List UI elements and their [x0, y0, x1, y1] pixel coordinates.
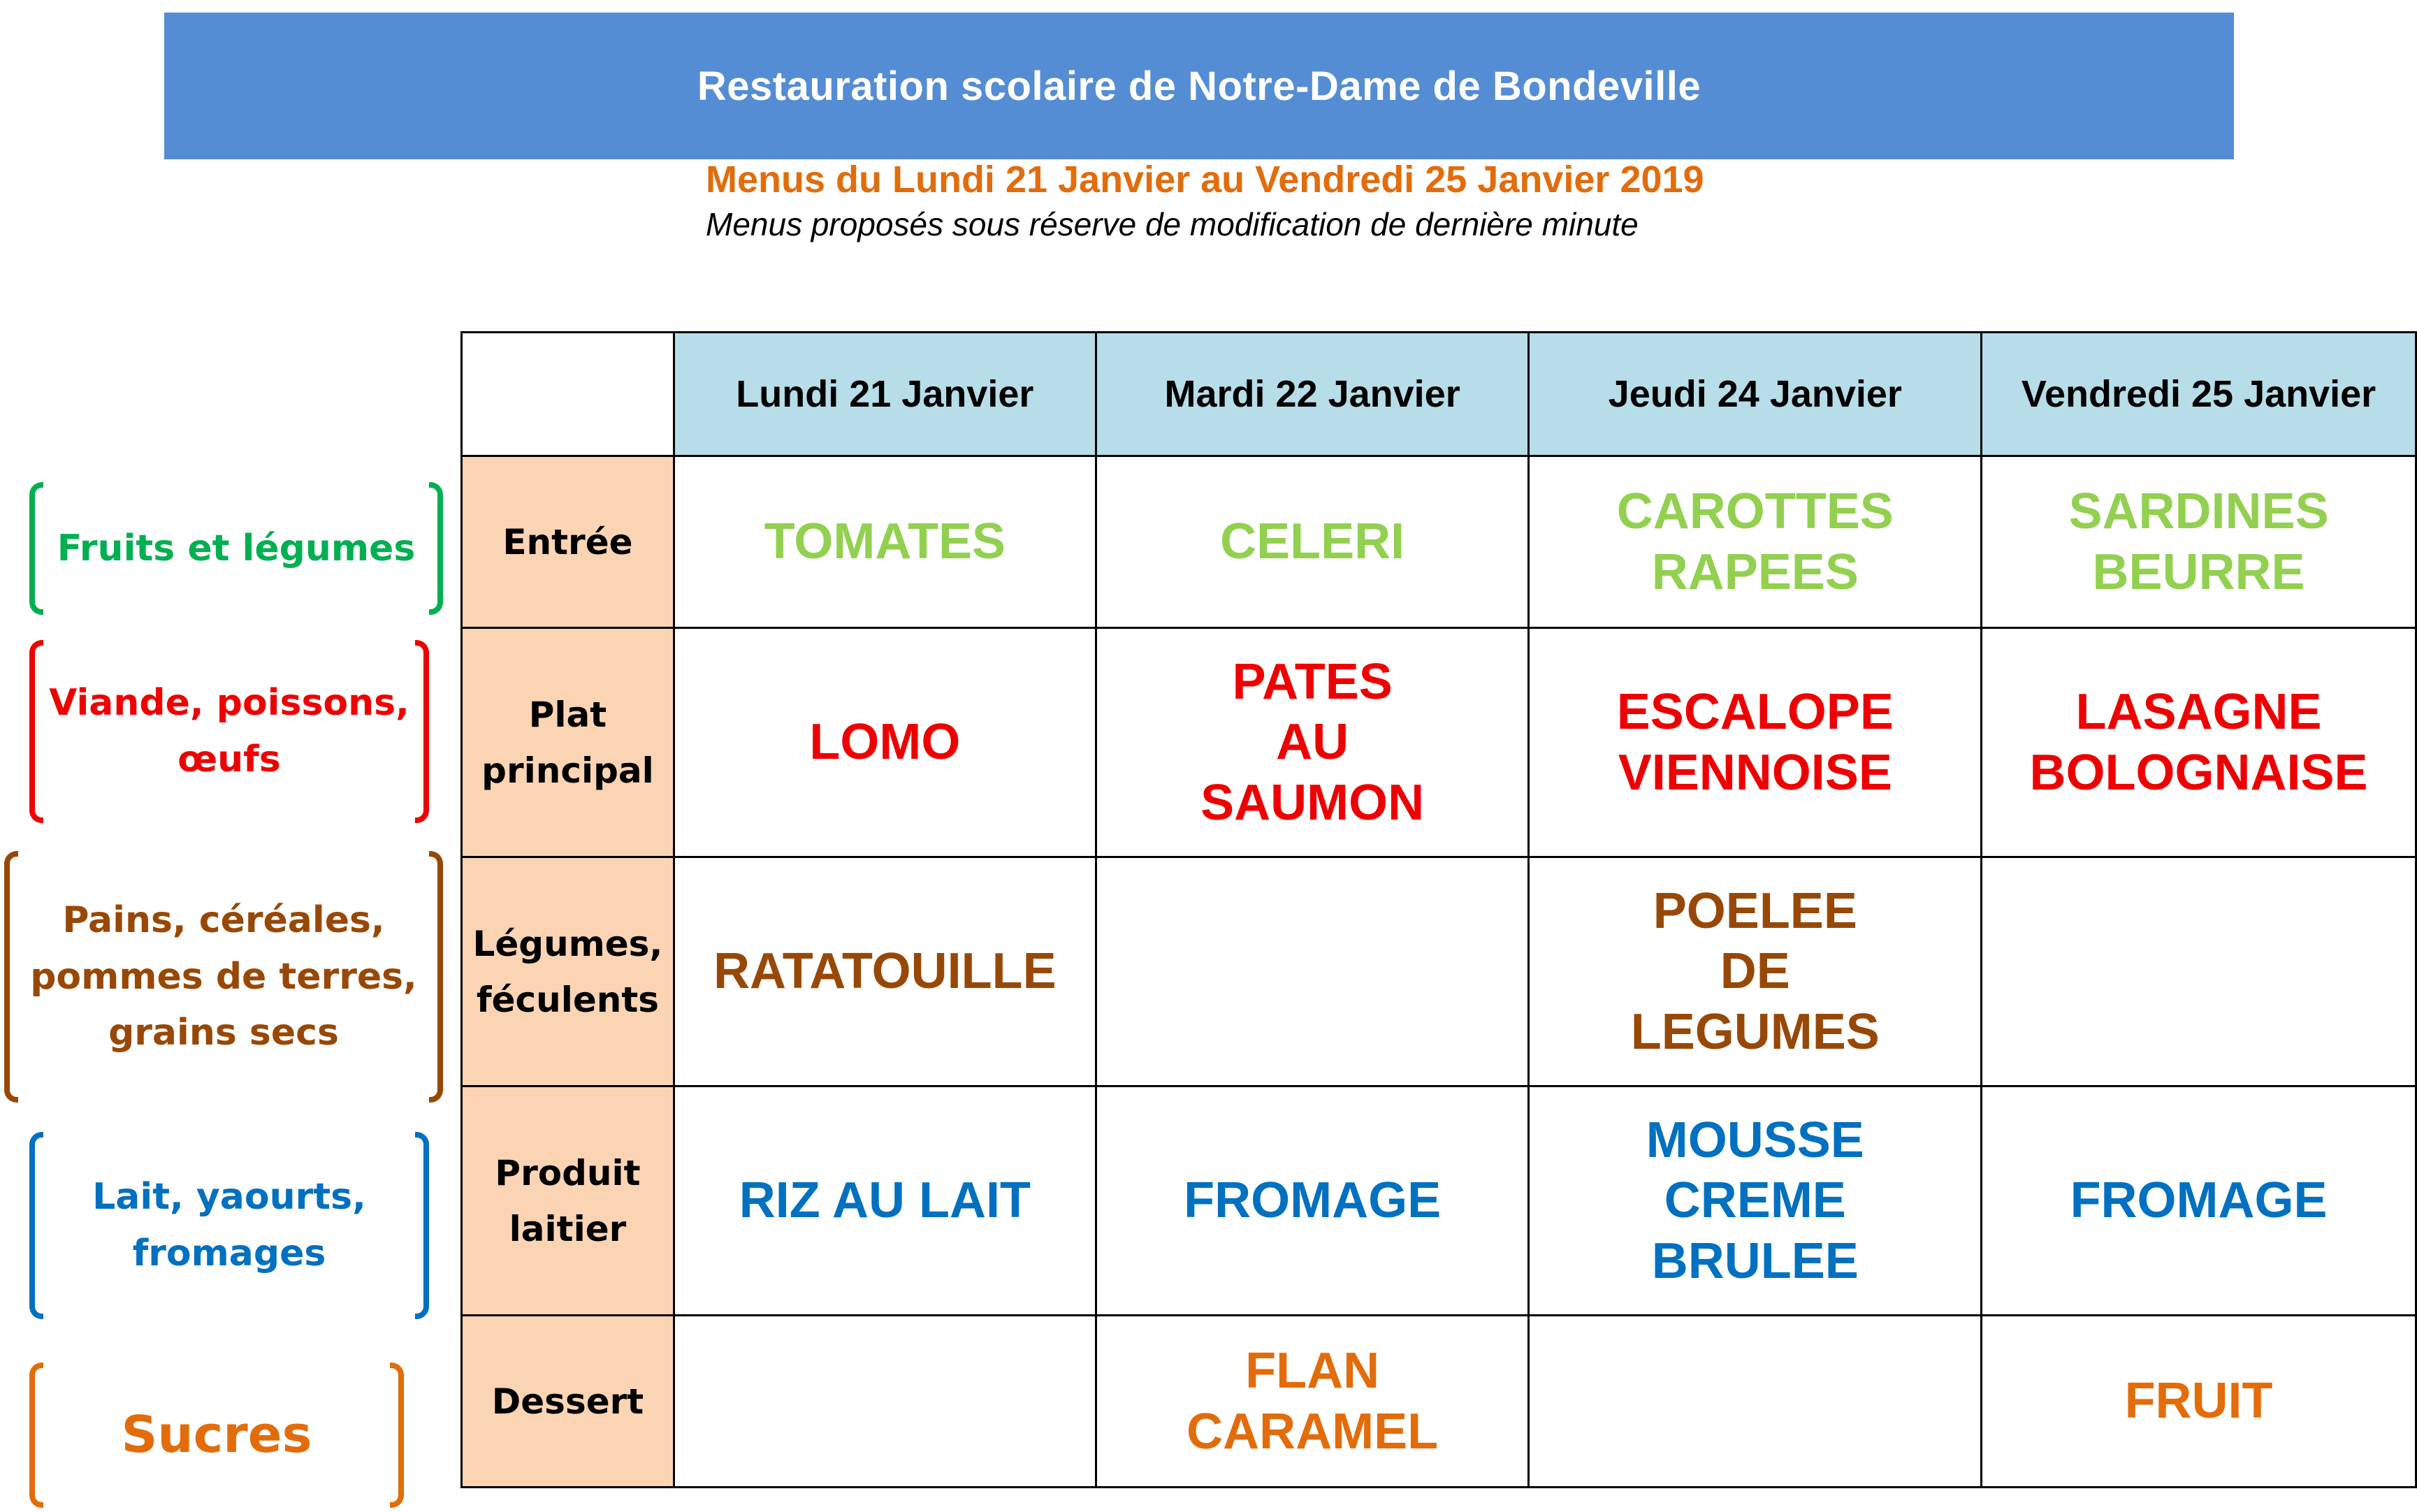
table-row: [462, 857, 2416, 1086]
menu-period-subtitle: Menus du Lundi 21 Janvier au Vendredi 25 Janvier 2019: [706, 159, 1704, 201]
menu-item: RIZ AU LAIT: [674, 1086, 1096, 1316]
menu-item: LASAGNE BOLOGNAISE: [1982, 628, 2416, 857]
disclaimer-note: Menus proposés sous réserve de modification de dernière minute: [706, 206, 1639, 242]
day-header: Lundi 21 Janvier: [674, 333, 1096, 456]
menu-item: [674, 1316, 1096, 1488]
bracket-right: [429, 482, 443, 615]
bracket-right: [415, 640, 429, 823]
row-label-plat-principal: Plat principal: [462, 628, 674, 857]
menu-item: TOMATES: [674, 456, 1096, 628]
legend-fruits-legumes: [29, 482, 443, 615]
bracket-left: [29, 640, 43, 823]
row-label-legumes-feculents: Légumes, féculents: [462, 857, 674, 1086]
legend-label: Fruits et légumes: [57, 527, 416, 569]
legend-viande-poissons-oeufs: [29, 640, 429, 823]
legend-pains-cereales: [4, 851, 443, 1103]
table-row: [462, 628, 2416, 857]
row-label-entree: Entrée: [462, 456, 674, 628]
menu-item: SARDINES BEURRE: [1982, 456, 2416, 628]
legend-label: Lait, yaourts, fromages: [92, 1176, 366, 1274]
legend-lait-yaourts-fromages: [29, 1132, 429, 1319]
legend-label: Sucres: [121, 1405, 312, 1464]
menu-item: PATES AU SAUMON: [1096, 628, 1529, 857]
bracket-left: [29, 1362, 43, 1508]
menu-item: MOUSSE CREME BRULEE: [1529, 1086, 1982, 1316]
menu-item: [1529, 1316, 1982, 1488]
title-banner: [164, 13, 2234, 159]
header-row: [462, 333, 2416, 456]
corner-cell: [462, 333, 674, 456]
legend-label: Viande, poissons, œufs: [49, 682, 409, 780]
menu-item: FRUIT: [1982, 1316, 2416, 1488]
day-header: Jeudi 24 Janvier: [1529, 333, 1982, 456]
bracket-left: [29, 1132, 43, 1319]
table-row: [462, 1086, 2416, 1316]
legend-sucres: [29, 1362, 404, 1508]
bracket-right: [415, 1132, 429, 1319]
day-header: Vendredi 25 Janvier: [1982, 333, 2416, 456]
page-title: Restauration scolaire de Notre-Dame de Bondeville: [697, 63, 1701, 109]
table-row: [462, 456, 2416, 628]
menu-item: LOMO: [674, 628, 1096, 857]
legend-label: Pains, céréales, pommes de terres, grains secs: [30, 899, 417, 1054]
menu-item: POELEE DE LEGUMES: [1529, 857, 1982, 1086]
menu-item: FROMAGE: [1096, 1086, 1529, 1316]
menu-item: CAROTTES RAPEES: [1529, 456, 1982, 628]
bracket-left: [4, 851, 18, 1103]
menu-item: [1982, 857, 2416, 1086]
menu-item: RATATOUILLE: [674, 857, 1096, 1086]
table-row: [462, 1316, 2416, 1488]
bracket-left: [29, 482, 43, 615]
bracket-right: [429, 851, 443, 1103]
menu-item: FROMAGE: [1982, 1086, 2416, 1316]
menu-item: [1096, 857, 1529, 1086]
weekly-menu-table: [460, 331, 2417, 1488]
menu-item: FLAN CARAMEL: [1096, 1316, 1529, 1488]
menu-item: CELERI: [1096, 456, 1529, 628]
row-label-dessert: Dessert: [462, 1316, 674, 1488]
bracket-right: [390, 1362, 404, 1508]
day-header: Mardi 22 Janvier: [1096, 333, 1529, 456]
menu-item: ESCALOPE VIENNOISE: [1529, 628, 1982, 857]
row-label-produit-laitier: Produit laitier: [462, 1086, 674, 1316]
